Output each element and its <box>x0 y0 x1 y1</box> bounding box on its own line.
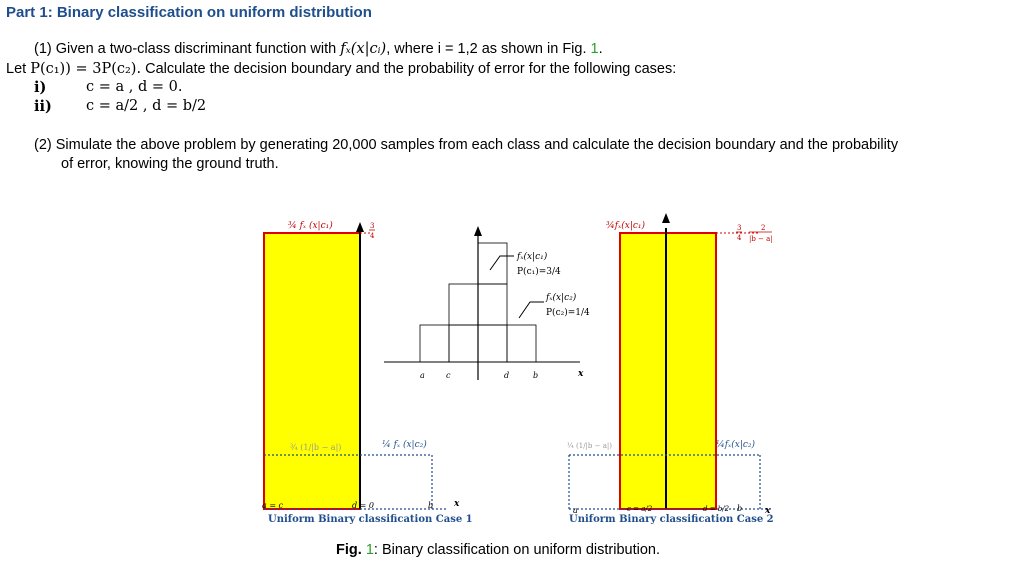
left-panel <box>262 220 473 525</box>
right-dot: · <box>744 229 747 238</box>
q2-number: (2) <box>34 137 52 153</box>
left-x-x: x <box>454 499 460 509</box>
mid-x-c: c <box>446 371 451 380</box>
right-panel <box>567 213 774 525</box>
q1-prior-eq: P(c₁)) = 3P(c₂). <box>30 61 142 77</box>
right-x-a: a <box>573 506 578 515</box>
q1-i-eq: i = 1,2 <box>437 41 478 57</box>
right-x-c: c = a/2 <box>627 505 653 513</box>
left-caption: Uniform Binary classification Case 1 <box>268 514 473 525</box>
right-caption: Uniform Binary classification Case 2 <box>569 514 774 525</box>
right-frac-num: 3 <box>737 224 742 232</box>
page-title: Part 1: Binary classification on uniform distribution <box>6 4 372 21</box>
mid-block-low-midright <box>478 325 507 362</box>
right-x-d: d = b/2 <box>703 505 730 513</box>
left-y-arrow <box>356 222 364 232</box>
q1-where: , where <box>386 41 434 57</box>
left-c2-label: ¼ fₓ (x|c₂) <box>382 440 427 450</box>
mid-x-d: d <box>504 371 510 380</box>
mid-block-low-left <box>420 325 449 362</box>
figure-caption-prefix: Fig. <box>336 542 362 558</box>
left-frac-den: 4 <box>370 232 375 240</box>
right-frac2-den: |b − a| <box>749 235 773 243</box>
right-top-label: ¾fₓ(x|c₁) <box>606 221 646 231</box>
left-low-label: ¾ (1/|b − a|) <box>290 443 342 452</box>
q1-let: Let <box>6 61 27 77</box>
mid-prior2: P(c₂)=1/4 <box>546 308 590 318</box>
middle-panel <box>384 226 590 380</box>
left-x-a: a = c <box>262 501 284 510</box>
q1-fig-ref[interactable]: 1 <box>590 41 599 57</box>
q1-func: fₓ(x|cᵢ) <box>340 41 387 57</box>
right-y-arrow <box>662 213 670 223</box>
q1-period: . <box>598 41 603 57</box>
left-x-b: b <box>428 501 434 510</box>
q1-calc: Calculate the decision boundary and the probability of error for the following cases: <box>145 61 677 77</box>
mid-block-mid-right <box>478 284 507 325</box>
q1-case2-label: ii) <box>34 98 52 115</box>
mid-block-low-midleft <box>449 325 478 362</box>
q2-line2: of error, knowing the ground truth. <box>61 156 279 172</box>
left-c1-region <box>264 233 360 509</box>
q1-intro: Given a two-class discriminant function with <box>55 41 337 57</box>
figure-caption <box>336 542 660 558</box>
right-frac2-num: 2 <box>761 224 766 232</box>
mid-block-mid-left <box>449 284 478 325</box>
right-frac-den: 4 <box>737 234 742 242</box>
mid-x-x: x <box>578 369 584 379</box>
q1-case1-label: i) <box>34 79 47 96</box>
mid-block-top <box>478 243 507 284</box>
mid-x-a: a <box>420 371 425 380</box>
q2-text1: Simulate the above problem by generating 20,000 samples from each class and calculate the decision boundary and the probability <box>55 137 899 153</box>
mid-pointer2 <box>519 302 544 318</box>
mid-pointer1 <box>490 256 514 270</box>
left-x-d: d = 0 <box>352 501 374 510</box>
mid-prior1: P(c₁)=3/4 <box>517 267 561 277</box>
right-c1-region <box>620 233 716 509</box>
mid-x-b: b <box>533 371 539 380</box>
right-low-label: ¼ (1/|b − a|) <box>567 442 612 450</box>
right-x-x: x <box>765 506 771 516</box>
q1-case1: c = a , d = 0. <box>86 79 183 95</box>
q1-case2: c = a/2 , d = b/2 <box>86 98 207 114</box>
figure-caption-num: 1 <box>365 542 374 558</box>
right-x-b: b <box>737 504 743 513</box>
q1-as-shown: as shown in Fig. <box>481 41 587 57</box>
q1-number: (1) <box>34 41 52 57</box>
mid-label1: fₓ(x|c₁) <box>517 252 548 262</box>
mid-label2: fₓ(x|c₂) <box>546 293 577 303</box>
left-top-label: ¾ fₓ (x|c₁) <box>288 221 333 231</box>
figure-caption-text: : Binary classification on uniform distribution. <box>373 542 660 558</box>
mid-block-low-right <box>507 325 536 362</box>
mid-y-arrow <box>474 226 482 236</box>
right-c2-label: ¼fₓ(x|c₂) <box>716 440 756 450</box>
left-frac-num: 3 <box>370 222 375 230</box>
